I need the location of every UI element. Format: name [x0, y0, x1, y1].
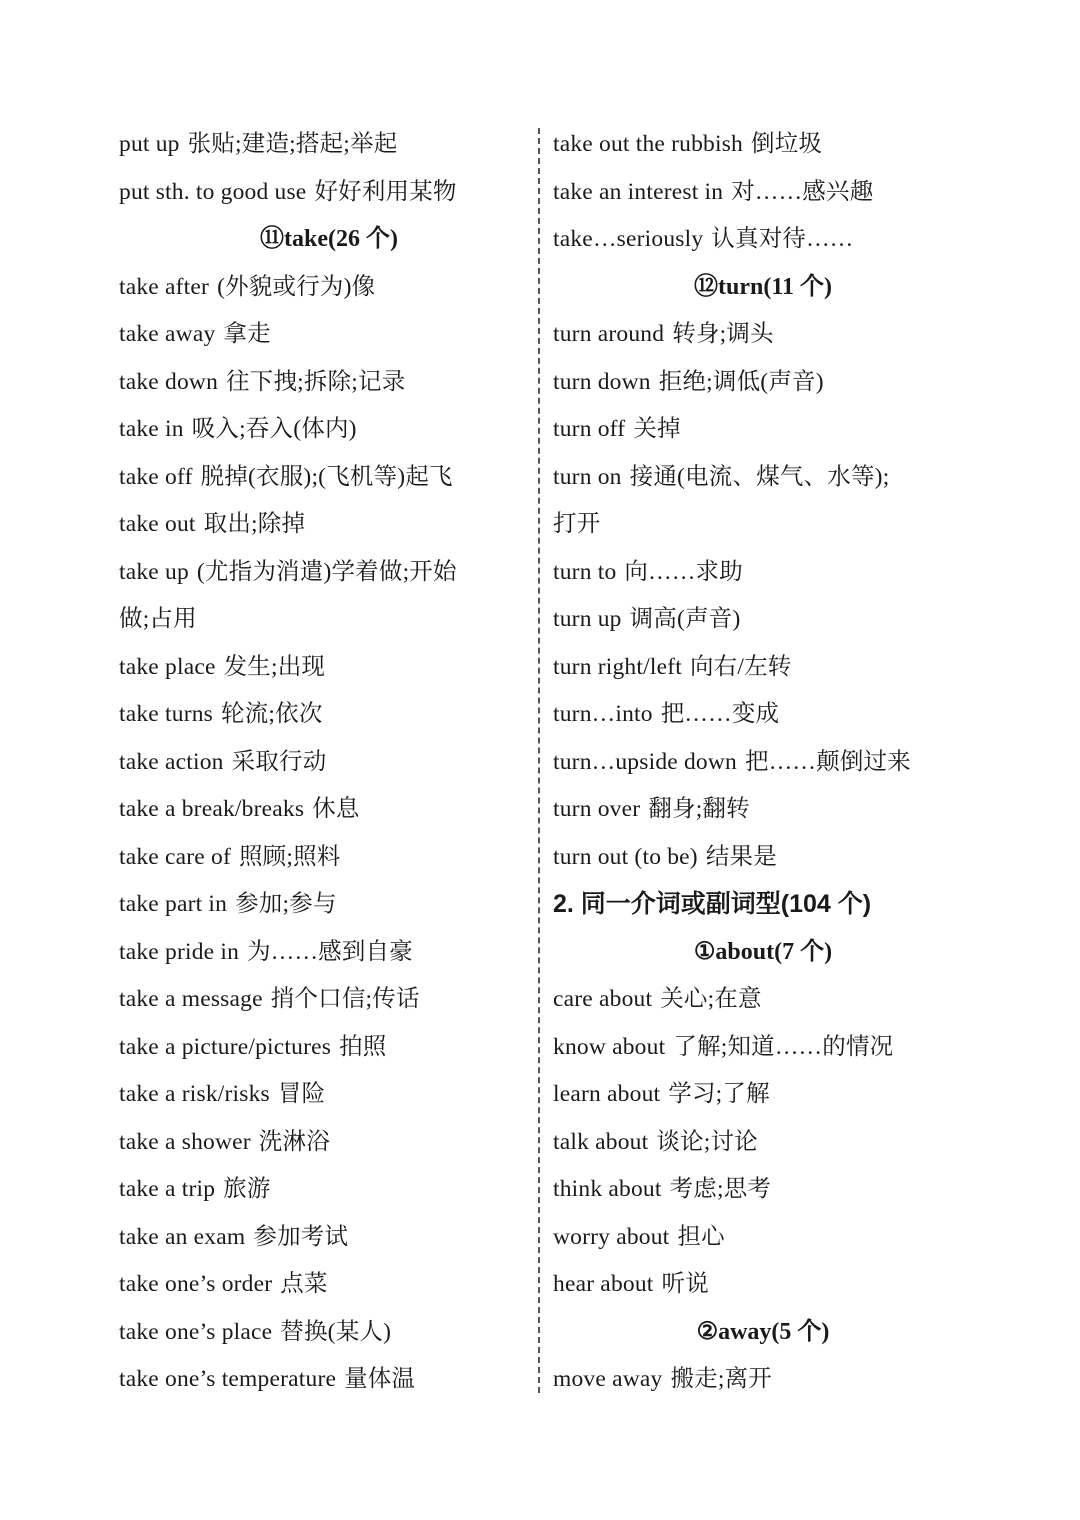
phrase-english: take a picture/pictures — [119, 1033, 332, 1060]
phrase-chinese: 学习;了解 — [668, 1081, 770, 1107]
phrase-chinese: 捎个口信;传话 — [270, 986, 420, 1012]
phrase-english: take away — [119, 321, 216, 347]
group-heading: ②away(5 个) — [696, 1318, 830, 1345]
phrase-chinese: 拒绝;调低(声音) — [658, 368, 824, 395]
phrase-chinese: 做;占用 — [119, 606, 197, 632]
section-title: 2. 同一介词或副词型(104 个) — [553, 890, 872, 918]
left-column — [119, 121, 539, 1404]
phrase-chinese: 接通(电流、煤气、水等); — [629, 463, 890, 490]
phrase-chinese: 向右/左转 — [689, 653, 792, 680]
group-heading: ①about(7 个) — [693, 938, 833, 965]
phrase-chinese: 听说 — [661, 1271, 709, 1297]
phrase-chinese: 转身;调头 — [672, 321, 774, 347]
phrase-english: put up — [119, 131, 180, 157]
phrase-entry — [553, 691, 973, 739]
phrase-chinese: 参加考试 — [253, 1223, 349, 1250]
group-heading: ⑪take(26 个) — [260, 226, 398, 252]
phrase-english: take in — [119, 416, 184, 442]
phrase-english: take a shower — [119, 1128, 251, 1155]
phrase-chinese: 脱掉(衣服);(飞机等)起飞 — [200, 463, 453, 490]
phrase-entry — [119, 596, 539, 644]
phrase-chinese: 关心;在意 — [660, 986, 762, 1012]
phrase-entry — [553, 1356, 973, 1404]
phrase-english: take a break/breaks — [119, 796, 305, 822]
phrase-english: take care of — [119, 843, 231, 870]
phrase-entry — [119, 786, 539, 834]
phrase-chinese: (尤指为消遣)学着做;开始 — [196, 558, 457, 585]
phrase-english: turn up — [553, 606, 622, 632]
phrase-chinese: 倒垃圾 — [751, 131, 823, 157]
phrase-entry — [553, 644, 973, 692]
phrase-english: take down — [119, 368, 219, 395]
phrase-english: put sth. to good use — [119, 178, 307, 205]
phrase-entry — [553, 169, 973, 217]
phrase-english: turn down — [553, 368, 651, 395]
phrase-entry — [119, 406, 539, 454]
phrase-english: think about — [553, 1176, 662, 1202]
phrase-entry — [119, 501, 539, 549]
phrase-chinese: 翻身;翻转 — [648, 796, 750, 822]
phrase-english: take pride in — [119, 938, 240, 965]
phrase-chinese: 把……颠倒过来 — [745, 748, 911, 775]
phrase-entry — [119, 1119, 539, 1167]
phrase-english: take off — [119, 463, 193, 490]
phrase-entry — [119, 1166, 539, 1214]
phrase-entry — [553, 1071, 973, 1119]
phrase-entry — [119, 121, 539, 169]
phrase-english: take one’s temperature — [119, 1366, 337, 1392]
phrase-chinese: 冒险 — [277, 1081, 326, 1107]
phrase-chinese: 旅游 — [223, 1176, 271, 1202]
phrase-english: turn off — [553, 416, 626, 442]
phrase-english: take turns — [119, 701, 214, 727]
phrase-entry — [119, 834, 539, 882]
phrase-entry — [553, 1024, 973, 1072]
phrase-entry — [553, 976, 973, 1024]
phrase-english: turn around — [553, 321, 665, 347]
phrase-chinese: 往下拽;拆除;记录 — [226, 368, 406, 395]
phrase-english: take after — [119, 273, 210, 300]
phrase-chinese: 照顾;照料 — [238, 843, 341, 870]
phrase-entry — [119, 264, 539, 312]
phrase-entry — [553, 311, 973, 359]
phrase-chinese: 向……求助 — [624, 558, 743, 585]
phrase-entry — [119, 929, 539, 977]
phrase-english: take one’s place — [119, 1318, 273, 1345]
phrase-chinese: (外貌或行为)像 — [217, 273, 376, 300]
phrase-chinese: 谈论;讨论 — [656, 1128, 758, 1155]
group-heading: ⑫turn(11 个) — [694, 273, 832, 300]
phrase-chinese: 担心 — [677, 1223, 725, 1250]
phrase-chinese: 了解;知道……的情况 — [673, 1033, 894, 1060]
phrase-chinese: 为……感到自豪 — [247, 938, 413, 965]
phrase-chinese: 洗淋浴 — [258, 1128, 330, 1155]
phrase-entry — [119, 169, 539, 217]
phrase-chinese: 采取行动 — [231, 748, 327, 775]
phrase-entry — [553, 786, 973, 834]
phrase-chinese: 参加;参与 — [235, 891, 337, 917]
phrase-english: turn…upside down — [553, 748, 738, 775]
phrase-chinese: 关掉 — [633, 416, 681, 442]
phrase-english: take out — [119, 511, 196, 537]
phrase-entry — [119, 359, 539, 407]
phrase-english: turn…into — [553, 701, 653, 727]
phrase-entry — [553, 501, 973, 549]
phrase-entry — [119, 454, 539, 502]
phrase-entry — [119, 311, 539, 359]
phrase-chinese: 把……变成 — [660, 701, 780, 727]
phrase-english: take action — [119, 748, 224, 775]
phrase-chinese: 认真对待…… — [711, 226, 854, 252]
phrase-english: take part in — [119, 891, 228, 917]
phrase-english: turn to — [553, 558, 617, 585]
right-column — [553, 121, 973, 1404]
phrase-english: take up — [119, 558, 189, 585]
phrase-chinese: 吸入;吞入(体内) — [191, 416, 357, 442]
phrase-english: move away — [553, 1366, 663, 1392]
phrase-chinese: 考虑;思考 — [669, 1176, 772, 1202]
phrase-english: talk about — [553, 1128, 649, 1155]
phrase-english: know about — [553, 1033, 666, 1060]
phrase-english: take place — [119, 653, 216, 680]
phrase-chinese: 拿走 — [223, 321, 271, 347]
phrase-english: turn over — [553, 796, 641, 822]
phrase-english: turn on — [553, 463, 622, 490]
phrase-english: worry about — [553, 1223, 670, 1250]
phrase-chinese: 休息 — [312, 796, 360, 822]
phrase-chinese: 发生;出现 — [223, 653, 326, 680]
phrase-entry — [119, 1214, 539, 1262]
column-divider — [538, 128, 540, 1393]
phrase-english: take a risk/risks — [119, 1081, 270, 1107]
phrase-entry — [553, 739, 973, 787]
phrase-entry — [119, 976, 539, 1024]
phrase-english: take a message — [119, 986, 263, 1012]
phrase-entry — [553, 216, 973, 264]
phrase-english: take…seriously — [553, 226, 704, 252]
phrase-english: take out the rubbish — [553, 131, 744, 157]
phrase-entry — [553, 454, 973, 502]
phrase-chinese: 搬走;离开 — [670, 1366, 772, 1392]
phrase-entry — [553, 596, 973, 644]
phrase-chinese: 张贴;建造;搭起;举起 — [187, 131, 398, 157]
phrase-entry — [119, 644, 539, 692]
phrase-chinese: 结果是 — [705, 843, 777, 870]
phrase-chinese: 取出;除掉 — [203, 511, 306, 537]
phrase-entry — [553, 121, 973, 169]
phrase-entry — [553, 834, 973, 882]
phrase-entry — [553, 359, 973, 407]
phrase-entry — [553, 1166, 973, 1214]
phrase-chinese: 调高(声音) — [629, 606, 741, 632]
phrase-english: turn right/left — [553, 653, 682, 680]
phrase-entry — [553, 549, 973, 597]
phrase-english: take an interest in — [553, 178, 724, 205]
phrase-entry — [119, 1261, 539, 1309]
phrase-entry — [119, 1356, 539, 1404]
phrase-entry — [119, 739, 539, 787]
phrase-english: take a trip — [119, 1176, 216, 1202]
phrase-chinese: 对……感兴趣 — [731, 178, 874, 205]
phrase-english: turn out (to be) — [553, 843, 698, 870]
phrase-english: take one’s order — [119, 1271, 273, 1297]
phrase-entry — [119, 1309, 539, 1357]
phrase-english: care about — [553, 986, 653, 1012]
phrase-chinese: 轮流;依次 — [221, 701, 323, 727]
phrase-entry — [119, 881, 539, 929]
phrase-english: hear about — [553, 1271, 654, 1297]
phrase-chinese: 拍照 — [339, 1033, 387, 1060]
phrase-entry — [119, 691, 539, 739]
phrase-chinese: 打开 — [553, 511, 601, 537]
phrase-chinese: 量体温 — [344, 1366, 416, 1392]
phrase-entry — [553, 1214, 973, 1262]
phrase-entry — [553, 406, 973, 454]
phrase-english: learn about — [553, 1081, 661, 1107]
phrase-entry — [119, 1024, 539, 1072]
phrase-entry — [553, 1261, 973, 1309]
phrase-chinese: 替换(某人) — [280, 1318, 392, 1345]
phrase-entry — [553, 1119, 973, 1167]
phrase-chinese: 好好利用某物 — [314, 178, 457, 205]
phrase-english: take an exam — [119, 1223, 246, 1250]
phrase-entry — [119, 549, 539, 597]
phrase-chinese: 点菜 — [280, 1271, 328, 1297]
phrase-entry — [119, 1071, 539, 1119]
